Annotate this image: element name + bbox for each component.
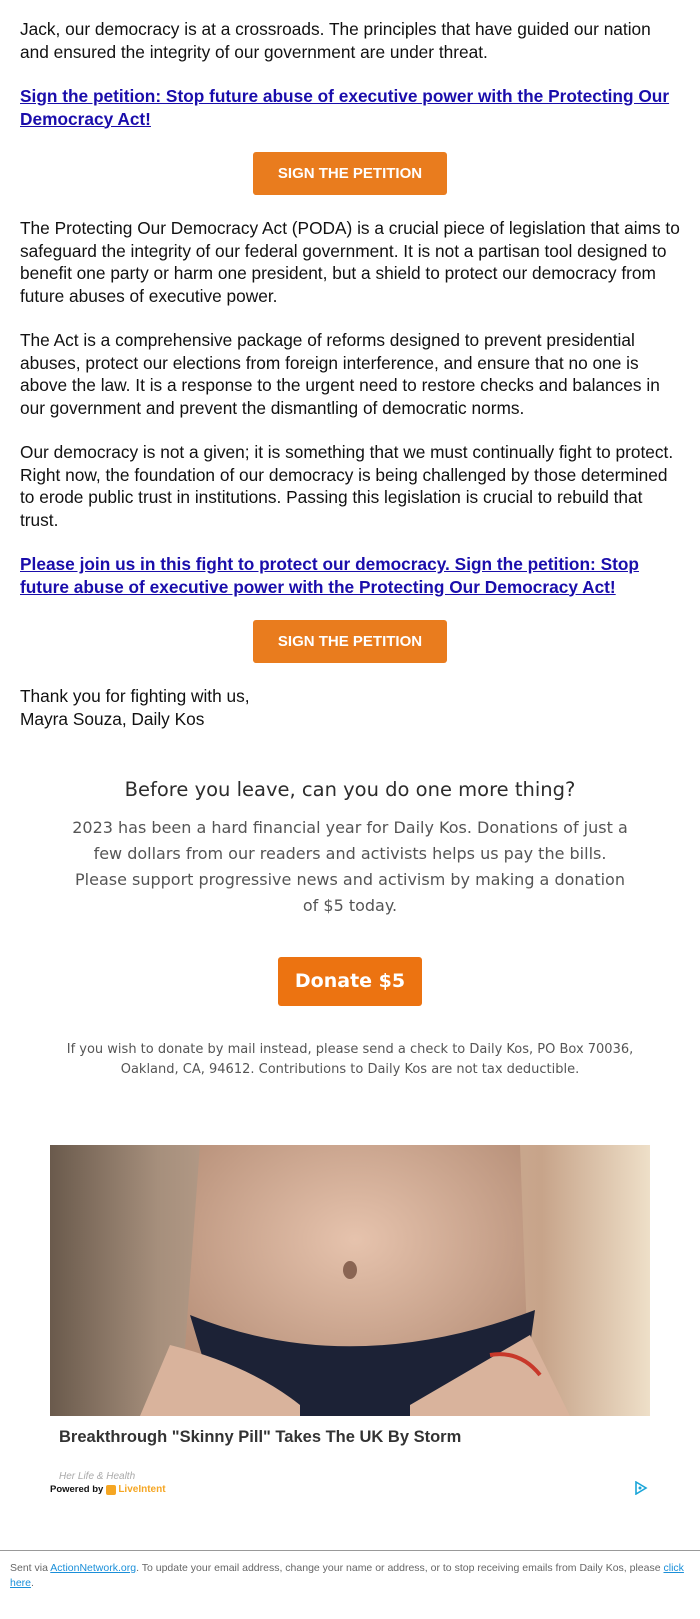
donate-mail-note: If you wish to donate by mail instead, please send a check to Daily Kos, PO Box 70036, Oakland, CA, 94612. Contributions to Daily Kos are not tax deductible. (66, 1042, 634, 1077)
ad-powered-by (50, 1484, 650, 1495)
liveintent-logo-icon (106, 1485, 116, 1495)
liveintent-name: LiveIntent (118, 1484, 166, 1495)
footer-middle-text: . To update your email address, change your name or address, or to stop receiving emails from Daily Kos, please (136, 1562, 664, 1574)
body-paragraph-2: The Act is a comprehensive package of reforms designed to prevent presidential abuses, protect our elections from foreign interference, and ensure that no one is above the law. It is a response to the urgent need to restore checks and balances in our government and prevent the dismantling of democratic norms. (20, 330, 660, 418)
sign-petition-button-1[interactable]: SIGN THE PETITION (253, 152, 447, 195)
donate-title: Before you leave, can you do one more thing? (124, 778, 576, 801)
email-footer (0, 1550, 700, 1591)
actionnetwork-link[interactable]: ActionNetwork.org (50, 1562, 137, 1574)
ad-source: Her Life & Health (59, 1471, 136, 1482)
adchoices-icon[interactable] (634, 1481, 648, 1495)
ad-image[interactable] (50, 1145, 650, 1416)
footer-sent-via: Sent via (10, 1562, 51, 1574)
petition-button-row-2 (20, 620, 680, 663)
sponsored-ad[interactable] (50, 1145, 650, 1495)
email-content (0, 0, 700, 730)
ad-headline[interactable]: Breakthrough "Skinny Pill" Takes The UK By Storm (59, 1428, 462, 1446)
body-paragraph-1: The Protecting Our Democracy Act (PODA) is a crucial piece of legislation that aims to safeguard the integrity of our federal government. It is not a partisan tool designed to benefit one party or harm one president, but a shield to protect our democracy from future abuses of executive power. (20, 218, 680, 306)
intro-paragraph: Jack, our democracy is at a crossroads. The principles that have guided our nation and ensured the integrity of our government are under threat. (20, 19, 651, 62)
signoff-line-2: Mayra Souza, Daily Kos (20, 708, 205, 729)
unsubscribe-link[interactable]: click here (10, 1562, 684, 1589)
petition-link-2[interactable]: Please join us in this fight to protect our democracy. Sign the petition: Stop future abuse of executive power with the Protecting Our Democracy Act! (20, 554, 639, 597)
footer-end: . (31, 1577, 34, 1589)
body-paragraph-3: Our democracy is not a given; it is something that we must continually fight to protect. Right now, the foundation of our democracy is being challenged by those determined to erode public trust in institutions. Passing this legislation is crucial to rebuild that trust. (20, 442, 674, 530)
petition-link-1[interactable]: Sign the petition: Stop future abuse of executive power with the Protecting Our Democracy Act! (20, 86, 670, 129)
signoff-line-1: Thank you for fighting with us, (20, 686, 250, 706)
donate-button[interactable]: Donate $5 (278, 957, 422, 1006)
petition-button-row-1 (20, 152, 680, 195)
donate-body: 2023 has been a hard financial year for Daily Kos. Donations of just a few dollars from our readers and activists helps us pay the bills. Please support progressive news and activism by making a donation of $5 today. (72, 818, 628, 915)
powered-by-label: Powered by (50, 1484, 104, 1495)
donate-section (0, 778, 700, 1080)
sign-petition-button-2[interactable]: SIGN THE PETITION (253, 620, 447, 663)
